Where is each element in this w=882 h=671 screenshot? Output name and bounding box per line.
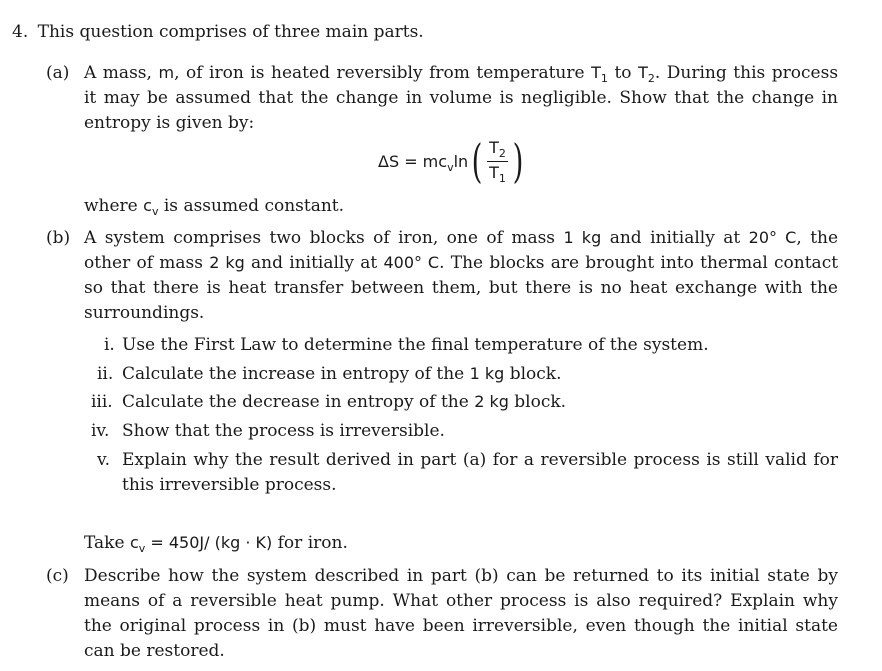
temperature-fraction [487,138,508,185]
subitem-i-text: Use the First Law to determine the final temperature of the system. [122,335,709,355]
subitem-v-text: Explain why the result derived in part (a) for a reversible process is still valid for [122,450,838,470]
part-c-line-1: Describe how the system described in part (b) can be returned to its initial state by [84,566,838,586]
subitem-iv-label: iv. [91,421,110,441]
subitem-ii-label: ii. [97,364,114,384]
part-c-line-2: means of a reversible heat pump. What other process is also required? Explain why [84,591,838,611]
subitem-iii-text: Calculate the decrease in entropy of the 2 kg block. [122,392,567,412]
part-a-line-3: entropy is given by: [84,113,255,133]
right-paren: ) [512,134,524,188]
subitem-ii-text: Calculate the increase in entropy of the 1 kg block. [122,364,562,384]
subitem-iii-label: iii. [91,392,113,412]
subitem-v-text-2: this irreversible process. [122,475,337,495]
part-b-line-4: surroundings. [84,303,205,323]
subitem-i-label: i. [104,335,115,355]
equation-lhs: $\Delta S = mc_v\ln$ [378,151,469,174]
t1-symbol: $T_1$ [591,63,608,85]
t2-symbol: $T_2$ [638,63,655,85]
part-c-line-3: the original process in (b) must have been irreversible, even though the initial state [84,616,838,636]
fraction-numerator: $T_2$ [489,137,506,160]
part-b-line-1: A system comprises two blocks of iron, one of mass 1 kg and initially at 20° C, the [84,228,839,248]
part-b-line-2: other of mass 2 kg and initially at 400° C. The blocks are brought into thermal contact [84,253,839,273]
subitem-iv-text: Show that the process is irreversible. [122,421,445,441]
part-a-line-1: A mass, m, of iron is heated reversibly from temperature $T_1$ to $T_2$. During this process [84,63,839,85]
part-a-where: where $c_v$ is assumed constant. [84,196,345,218]
part-b-label: (b) [46,228,71,248]
question-intro: This question comprises of three main parts. [37,22,424,42]
entropy-equation [378,136,527,186]
mass-symbol: m [158,63,175,82]
part-c-line-4: can be restored. [84,641,225,661]
question-number: 4. [12,22,29,42]
subitem-v-label: v. [97,450,110,470]
part-a-label: (a) [46,63,70,83]
part-c-label: (c) [46,566,69,586]
part-b-line-3: so that there is heat transfer between them, but there is no heat exchange with the [84,278,838,298]
fraction-denominator: $T_1$ [489,162,506,185]
take-cv-line: Take $c_v = 450J/$ (kg · K) for iron. [84,533,348,555]
left-paren: ( [471,134,483,188]
part-a-line-2: it may be assumed that the change in volume is negligible. Show that the change in [84,88,838,108]
question-header [12,20,424,44]
